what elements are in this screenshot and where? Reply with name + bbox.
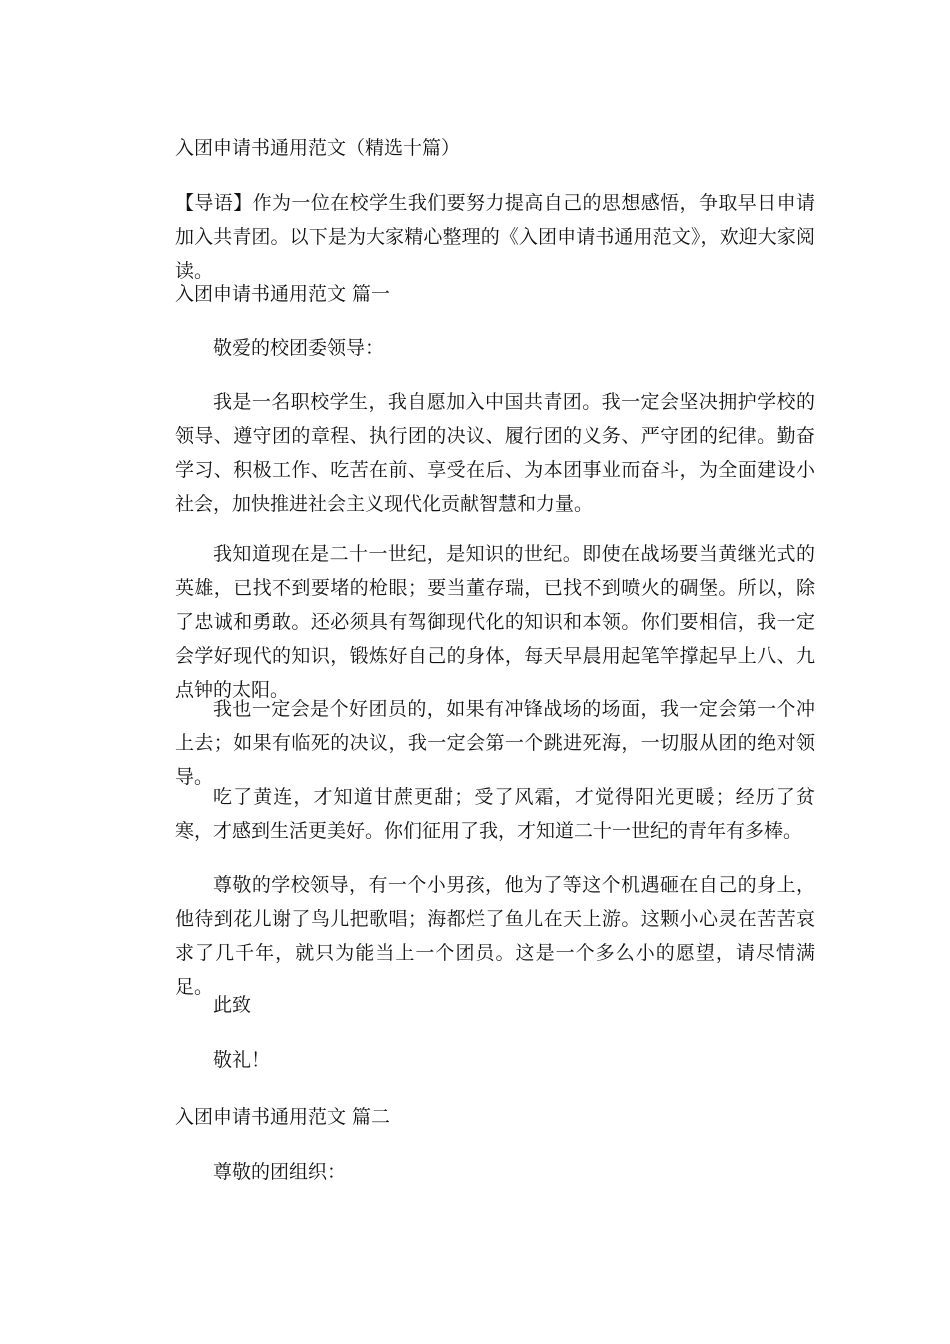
body-paragraph-4: 吃了黄连，才知道甘蔗更甜；受了风霜，才觉得阳光更暖；经历了贫寒，才感到生活更美好。你们征用了我，才知道二十一世纪的青年有多棒。: [175, 786, 815, 842]
intro-paragraph: 【导语】作为一位在校学生我们要努力提高自己的思想感悟，争取早日申请加入共青团。以下是为大家精心整理的《入团申请书通用范文》，欢迎大家阅读。: [175, 192, 815, 282]
body-paragraph-5: 尊敬的学校领导，有一个小男孩，他为了等这个机遇砸在自己的身上，他待到花儿谢了鸟儿把歌唱；海都烂了鱼儿在天上游。这颗小心灵在苦苦哀求了几千年，就只为能当上一个团员。这是一个多么小的愿望，请尽情满足。: [175, 874, 815, 998]
section-heading-2: 入团申请书通用范文 篇二: [175, 1106, 391, 1128]
body-paragraph-1: 我是一名职校学生，我自愿加入中国共青团。我一定会坚决拥护学校的领导、遵守团的章程、执行团的决议、履行团的义务、严守团的纪律。勤奋学习、积极工作、吃苦在前、享受在后、为本团事业而奋斗，为全面建设小社会，加快推进社会主义现代化贡献智慧和力量。: [175, 391, 815, 515]
salutation-2: 尊敬的团组织：: [213, 1161, 347, 1183]
document-title: 入团申请书通用范文（精选十篇）: [175, 137, 461, 159]
section-heading-1: 入团申请书通用范文 篇一: [175, 283, 391, 305]
body-paragraph-2: 我知道现在是二十一世纪，是知识的世纪。即使在战场要当黄继光式的英雄，已找不到要堵的枪眼；要当董存瑞，已找不到喷火的碉堡。所以，除了忠诚和勇敢。还必须具有驾御现代化的知识和本领。你们要相信，我一定会学好现代的知识，锻炼好自己的身体，每天早晨用起笔竿撑起早上八、九点钟的太阳。: [175, 543, 815, 701]
salutation-1: 敬爱的校团委领导：: [213, 337, 385, 359]
closing-line-1: 此致: [213, 994, 252, 1016]
closing-line-2: 敬礼！: [213, 1049, 271, 1071]
body-paragraph-3: 我也一定会是个好团员的，如果有冲锋战场的场面，我一定会第一个冲上去；如果有临死的决议，我一定会第一个跳进死海，一切服从团的绝对领导。: [175, 698, 815, 788]
